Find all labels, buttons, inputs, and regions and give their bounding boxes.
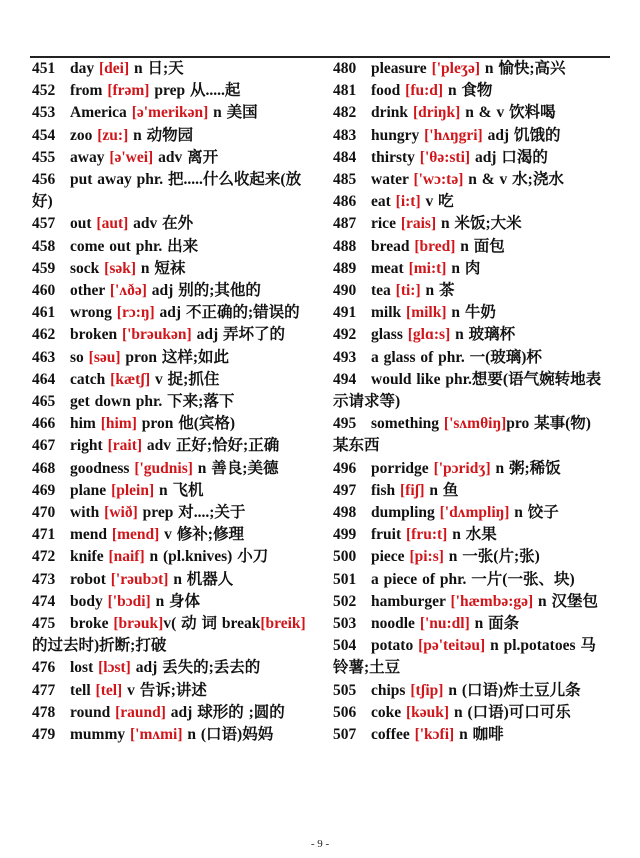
entry-word: a piece of phr. 一片(一张、块)	[371, 570, 575, 588]
entry-row	[333, 324, 606, 346]
entry-word: away	[70, 148, 110, 166]
entry-definition: n 短袜	[136, 259, 186, 277]
entry-row	[333, 102, 606, 124]
entry-row	[333, 702, 606, 724]
entry-number: 474	[32, 592, 56, 610]
entry-phonetic: ['nu:dl]	[419, 615, 470, 633]
entry-row	[333, 125, 606, 147]
entry-row	[333, 347, 606, 369]
entry-phonetic: [aut]	[96, 215, 129, 233]
entry-phonetic: [fu:d]	[405, 82, 444, 100]
entry-number: 451	[32, 60, 56, 77]
entry-row	[333, 724, 606, 746]
entry-definition: v 捉;抓住	[150, 370, 220, 388]
entry-definition: adv 正好;恰好;正确	[142, 437, 280, 455]
entry-definition: n 鱼	[424, 481, 459, 499]
entry-definition: n 愉快;高兴	[480, 60, 566, 77]
entry-word: wrong	[70, 304, 117, 322]
entry-row	[333, 569, 606, 591]
entry-word: broken	[70, 326, 122, 344]
entry-number: 502	[333, 592, 357, 610]
right-column	[333, 58, 606, 746]
entry-word: knife	[70, 548, 109, 566]
entry-row	[32, 680, 312, 702]
entry-phonetic: [milk]	[406, 304, 447, 322]
entry-number: 506	[333, 703, 357, 721]
entry-number: 496	[333, 459, 357, 477]
entry-number: 453	[32, 104, 56, 122]
entry-word: pleasure	[371, 60, 432, 77]
entry-row	[32, 524, 312, 546]
entry-row	[333, 613, 606, 635]
entry-definition: n 美国	[208, 104, 258, 122]
entry-phonetic: [mend]	[111, 526, 160, 544]
entry-word: chips	[371, 681, 411, 699]
entry-row	[333, 58, 606, 80]
entry-row	[32, 169, 312, 213]
entry-phonetic: [lɔst]	[98, 659, 131, 677]
entry-definition: n 身体	[150, 592, 201, 610]
entry-number: 490	[333, 282, 357, 300]
entry-number: 462	[32, 326, 56, 344]
entry-definition: adj 别的;其他的	[146, 282, 261, 300]
entry-word: put away phr. 把.....什么收起来(放好)	[32, 171, 302, 211]
entry-number: 475	[32, 615, 56, 633]
entry-row	[333, 635, 606, 679]
entry-definition: n 米饭;大米	[436, 215, 522, 233]
entry-phonetic: ['hʌŋgri]	[424, 126, 483, 144]
entry-row	[32, 258, 312, 280]
entry-phonetic: [breik]	[260, 615, 306, 633]
entry-number: 481	[333, 82, 357, 100]
entry-phonetic: [brəuk]	[113, 615, 164, 633]
entry-word: milk	[371, 304, 407, 322]
entry-definition: adj 饥饿的	[482, 126, 561, 144]
entry-number: 469	[32, 481, 56, 499]
entry-number: 483	[333, 126, 357, 144]
entry-row	[32, 147, 312, 169]
entry-number: 482	[333, 104, 357, 122]
entry-row	[32, 702, 312, 724]
entry-row	[32, 657, 312, 679]
entry-definition: adv 在外	[128, 215, 194, 233]
entry-number: 498	[333, 504, 357, 522]
entry-definition: n 茶	[420, 282, 455, 300]
entry-number: 497	[333, 481, 357, 499]
entry-row	[333, 591, 606, 613]
entry-phonetic: ['hæmbə:gə]	[450, 592, 534, 610]
entry-number: 470	[32, 504, 56, 522]
entry-definition: n & v 饮料喝	[460, 104, 556, 122]
entry-definition: adj 弄坏了的	[191, 326, 286, 344]
page-number: - 9 -	[310, 838, 330, 850]
entry-definition: n 饺子	[509, 504, 559, 522]
entry-phonetic: [glɑ:s]	[407, 326, 451, 344]
entry-definition: n (口语)妈妈	[182, 726, 274, 744]
entry-definition: adj 不正确的;错误的	[154, 304, 300, 322]
entry-definition: adj 球形的 ;圆的	[165, 703, 285, 721]
entry-definition: adj 口渴的	[470, 148, 548, 166]
entry-number: 501	[333, 570, 357, 588]
entry-word: right	[70, 437, 108, 455]
entry-definition: n 日;天	[129, 60, 184, 77]
entry-word: fish	[371, 481, 400, 499]
entry-word: dumpling	[371, 504, 440, 522]
entry-row	[32, 236, 312, 258]
entry-definition: v 修补;修理	[159, 526, 244, 544]
entry-definition: n 水果	[447, 526, 497, 544]
entry-number: 476	[32, 659, 56, 677]
entry-word: robot	[70, 570, 111, 588]
entry-phonetic: [ə'wei]	[109, 148, 154, 166]
entry-phonetic: [wið]	[104, 504, 138, 522]
entry-definition: n 善良;美德	[192, 459, 279, 477]
entry-row	[32, 369, 312, 391]
entry-word: hamburger	[371, 592, 451, 610]
entry-word: break	[221, 615, 261, 633]
entry-definition: adj 丢失的;丢去的	[130, 659, 261, 677]
entry-phonetic: [mi:t]	[408, 259, 447, 277]
entry-phonetic: [tʃip]	[410, 681, 444, 699]
left-column	[32, 58, 312, 746]
entry-number: 457	[32, 215, 56, 233]
entry-row	[333, 524, 606, 546]
entry-number: 492	[333, 326, 357, 344]
entry-number: 489	[333, 259, 357, 277]
entry-definition: 的过去时)折断;打破	[32, 637, 167, 655]
entry-definition: n 牛奶	[446, 304, 496, 322]
entry-row	[32, 569, 312, 591]
entry-number: 487	[333, 215, 357, 233]
entry-word: zoo	[70, 126, 98, 144]
entry-definition: n 咖啡	[454, 726, 504, 744]
entry-row	[32, 80, 312, 102]
entry-phonetic: [i:t]	[395, 193, 421, 211]
entry-phonetic: [zu:]	[97, 126, 129, 144]
entry-word: meat	[371, 259, 409, 277]
entry-phonetic: [driŋk]	[412, 104, 461, 122]
entry-word: tell	[70, 681, 96, 699]
entry-number: 458	[32, 237, 56, 255]
entry-phonetic: ['bɔdi]	[107, 592, 151, 610]
entry-definition: n 肉	[446, 259, 481, 277]
entry-row	[333, 280, 606, 302]
entry-word: lost	[70, 659, 99, 677]
entry-row	[333, 480, 606, 502]
entry-word: fruit	[371, 526, 407, 544]
entry-row	[32, 302, 312, 324]
entry-phonetic: [him]	[100, 415, 137, 433]
entry-word: sock	[70, 259, 105, 277]
entry-word: something	[371, 415, 444, 433]
entry-row	[333, 413, 606, 457]
entry-definition: n (口语)炸士豆儿条	[443, 681, 581, 699]
entry-definition: n 汉堡包	[533, 592, 599, 610]
entry-row	[333, 458, 606, 480]
entry-row	[333, 258, 606, 280]
entry-definition: n 机器人	[168, 570, 234, 588]
entry-definition: n 面包	[455, 237, 505, 255]
entry-word: him	[70, 415, 101, 433]
entry-word: coffee	[371, 726, 415, 744]
entry-number: 480	[333, 60, 357, 77]
entry-word: tea	[371, 282, 396, 300]
entry-phonetic: ['ʌðə]	[109, 282, 147, 300]
entry-definition: pron 这样;如此	[120, 348, 230, 366]
entry-number: 500	[333, 548, 357, 566]
entry-word: bread	[371, 237, 415, 255]
entry-word: round	[70, 703, 116, 721]
entry-row	[333, 191, 606, 213]
entry-phonetic: [naif]	[108, 548, 145, 566]
entry-row	[32, 480, 312, 502]
entry-row	[32, 213, 312, 235]
entry-number: 459	[32, 259, 56, 277]
entry-word: from	[70, 82, 108, 100]
entry-word: with	[70, 504, 105, 522]
entry-word: other	[70, 282, 110, 300]
entry-number: 493	[333, 348, 357, 366]
entry-number: 468	[32, 459, 56, 477]
entry-word: thirsty	[371, 148, 420, 166]
entry-definition: n 飞机	[154, 481, 204, 499]
entry-word: so	[70, 348, 89, 366]
entry-number: 464	[32, 370, 56, 388]
entry-phonetic: ['rəubɔt]	[110, 570, 169, 588]
entry-definition: v 告诉;讲述	[122, 681, 207, 699]
entry-number: 477	[32, 681, 56, 699]
entry-row	[333, 80, 606, 102]
entry-row	[32, 391, 312, 413]
entry-word: noodle	[371, 615, 420, 633]
entry-definition: prep 从.....起	[149, 82, 241, 100]
entry-word: would like phr.想要(语气婉转地表示请求等)	[333, 370, 602, 411]
entry-row	[333, 302, 606, 324]
entry-phonetic: [ti:]	[395, 282, 421, 300]
entry-row	[32, 413, 312, 435]
entry-phonetic: [dei]	[99, 60, 130, 77]
entry-phonetic: [ə'merikən]	[131, 104, 209, 122]
entry-row	[333, 546, 606, 568]
entry-word: a glass of phr. 一(玻璃)杯	[371, 348, 542, 366]
entry-phonetic: ['kɔfi]	[414, 726, 455, 744]
entry-phonetic: [pi:s]	[409, 548, 444, 566]
entry-number: 484	[333, 148, 357, 166]
entry-row	[32, 324, 312, 346]
entry-phonetic: [sək]	[104, 259, 137, 277]
entry-number: 466	[32, 415, 56, 433]
entry-definition: pro 某事(物)某东西	[333, 415, 591, 455]
entry-phonetic: [plein]	[111, 481, 155, 499]
entry-phonetic: [rɔ:ŋ]	[116, 304, 155, 322]
entry-definition: prep 对....;关于	[137, 504, 246, 522]
entry-row	[32, 435, 312, 457]
entry-definition: n 食物	[443, 82, 493, 100]
entry-phonetic: [bred]	[414, 237, 456, 255]
entry-row	[32, 347, 312, 369]
entry-phonetic: ['pleʒə]	[431, 60, 481, 77]
entry-word: coke	[371, 703, 407, 721]
entry-phonetic: [rait]	[107, 437, 143, 455]
entry-phonetic: ['dʌmpliŋ]	[439, 504, 510, 522]
entry-row	[333, 369, 606, 413]
entry-number: 504	[333, 637, 357, 655]
entry-number: 499	[333, 526, 357, 544]
entry-definition: n 粥;稀饭	[490, 459, 561, 477]
entry-row	[333, 169, 606, 191]
entry-word: body	[70, 592, 108, 610]
entry-number: 505	[333, 681, 357, 699]
entry-number: 503	[333, 615, 357, 633]
entry-number: 495	[333, 415, 357, 433]
entry-definition: pron 他(宾格)	[136, 415, 236, 433]
entry-phonetic: ['brəukən]	[121, 326, 192, 344]
entry-word: rice	[371, 215, 401, 233]
entry-word: day	[70, 60, 99, 77]
entry-word: broke	[70, 615, 114, 633]
entry-number: 494	[333, 370, 357, 388]
entry-phonetic: [kætʃ]	[110, 370, 151, 388]
entry-definition: n (pl.knives) 小刀	[144, 548, 269, 566]
entry-row	[32, 724, 312, 746]
entry-phonetic: ['mʌmi]	[129, 726, 183, 744]
entry-phonetic: [fru:t]	[406, 526, 448, 544]
entry-phonetic: ['wɔ:tə]	[413, 171, 464, 189]
entry-number: 467	[32, 437, 56, 455]
entry-definition: n (口语)可口可乐	[449, 703, 571, 721]
entry-word: come out phr. 出来	[70, 237, 199, 255]
entry-row	[333, 213, 606, 235]
entry-word: America	[70, 104, 132, 122]
entry-word: glass	[371, 326, 408, 344]
entry-word: water	[371, 171, 414, 189]
entry-word: out	[70, 215, 97, 233]
entry-row	[333, 502, 606, 524]
entry-word: mend	[70, 526, 112, 544]
entry-word: goodness	[70, 459, 135, 477]
entry-phonetic: [frəm]	[107, 82, 150, 100]
entry-phonetic: [fiʃ]	[400, 481, 425, 499]
entry-number: 507	[333, 726, 357, 744]
entry-definition: n & v 水;浇水	[463, 171, 564, 189]
entry-phonetic: ['sʌmθiŋ]	[443, 415, 507, 433]
entry-number: 485	[333, 171, 357, 189]
entry-word: eat	[371, 193, 396, 211]
entry-definition: v 吃	[420, 193, 454, 211]
entry-phonetic: [tel]	[95, 681, 123, 699]
entry-word: food	[371, 82, 406, 100]
entry-number: 486	[333, 193, 357, 211]
entry-phonetic: [raund]	[115, 703, 166, 721]
entry-row	[32, 280, 312, 302]
entry-phonetic: [kəuk]	[406, 703, 450, 721]
entry-phonetic: [pə'teitəu]	[418, 637, 486, 655]
entry-word: catch	[70, 370, 111, 388]
entry-word: drink	[371, 104, 413, 122]
entry-number: 465	[32, 393, 56, 411]
entry-number: 479	[32, 726, 56, 744]
entry-row	[32, 58, 312, 80]
entry-phonetic: ['pɔridʒ]	[433, 459, 491, 477]
entry-definition: n 动物园	[128, 126, 194, 144]
entry-number: 472	[32, 548, 56, 566]
entry-number: 456	[32, 171, 56, 189]
entry-row	[333, 147, 606, 169]
entry-row	[32, 458, 312, 480]
entry-number: 452	[32, 82, 56, 100]
entry-number: 471	[32, 526, 56, 544]
entry-definition: n 一张(片;张)	[443, 548, 540, 566]
entry-number: 488	[333, 237, 357, 255]
entry-word: plane	[70, 481, 112, 499]
entry-number: 478	[32, 703, 56, 721]
entry-row	[32, 102, 312, 124]
entry-row	[32, 613, 312, 657]
entry-word: potato	[371, 637, 419, 655]
entry-row	[333, 236, 606, 258]
entry-phonetic: [rais]	[400, 215, 437, 233]
entry-number: 473	[32, 570, 56, 588]
entry-number: 491	[333, 304, 357, 322]
entry-word: porridge	[371, 459, 434, 477]
entry-definition: n 玻璃杯	[450, 326, 516, 344]
entry-word: piece	[371, 548, 410, 566]
entry-word: mummy	[70, 726, 130, 744]
entry-phonetic: ['θə:sti]	[419, 148, 471, 166]
entry-row	[32, 125, 312, 147]
entry-number: 463	[32, 348, 56, 366]
entry-definition: v( 动 词	[163, 615, 222, 633]
entry-row	[32, 546, 312, 568]
entry-definition: adv 离开	[153, 148, 219, 166]
entry-phonetic: ['gudnis]	[134, 459, 193, 477]
entry-definition: n 面条	[469, 615, 520, 633]
entry-number: 460	[32, 282, 56, 300]
entry-word: hungry	[371, 126, 425, 144]
entry-definition: n pl.potatoes 马铃薯;土豆	[333, 637, 596, 677]
entry-row	[333, 680, 606, 702]
entry-number: 461	[32, 304, 56, 322]
entry-word: get down phr. 下来;落下	[70, 393, 235, 411]
entry-number: 455	[32, 148, 56, 166]
entry-number: 454	[32, 126, 56, 144]
entry-phonetic: [səu]	[88, 348, 121, 366]
entry-row	[32, 591, 312, 613]
entry-row	[32, 502, 312, 524]
